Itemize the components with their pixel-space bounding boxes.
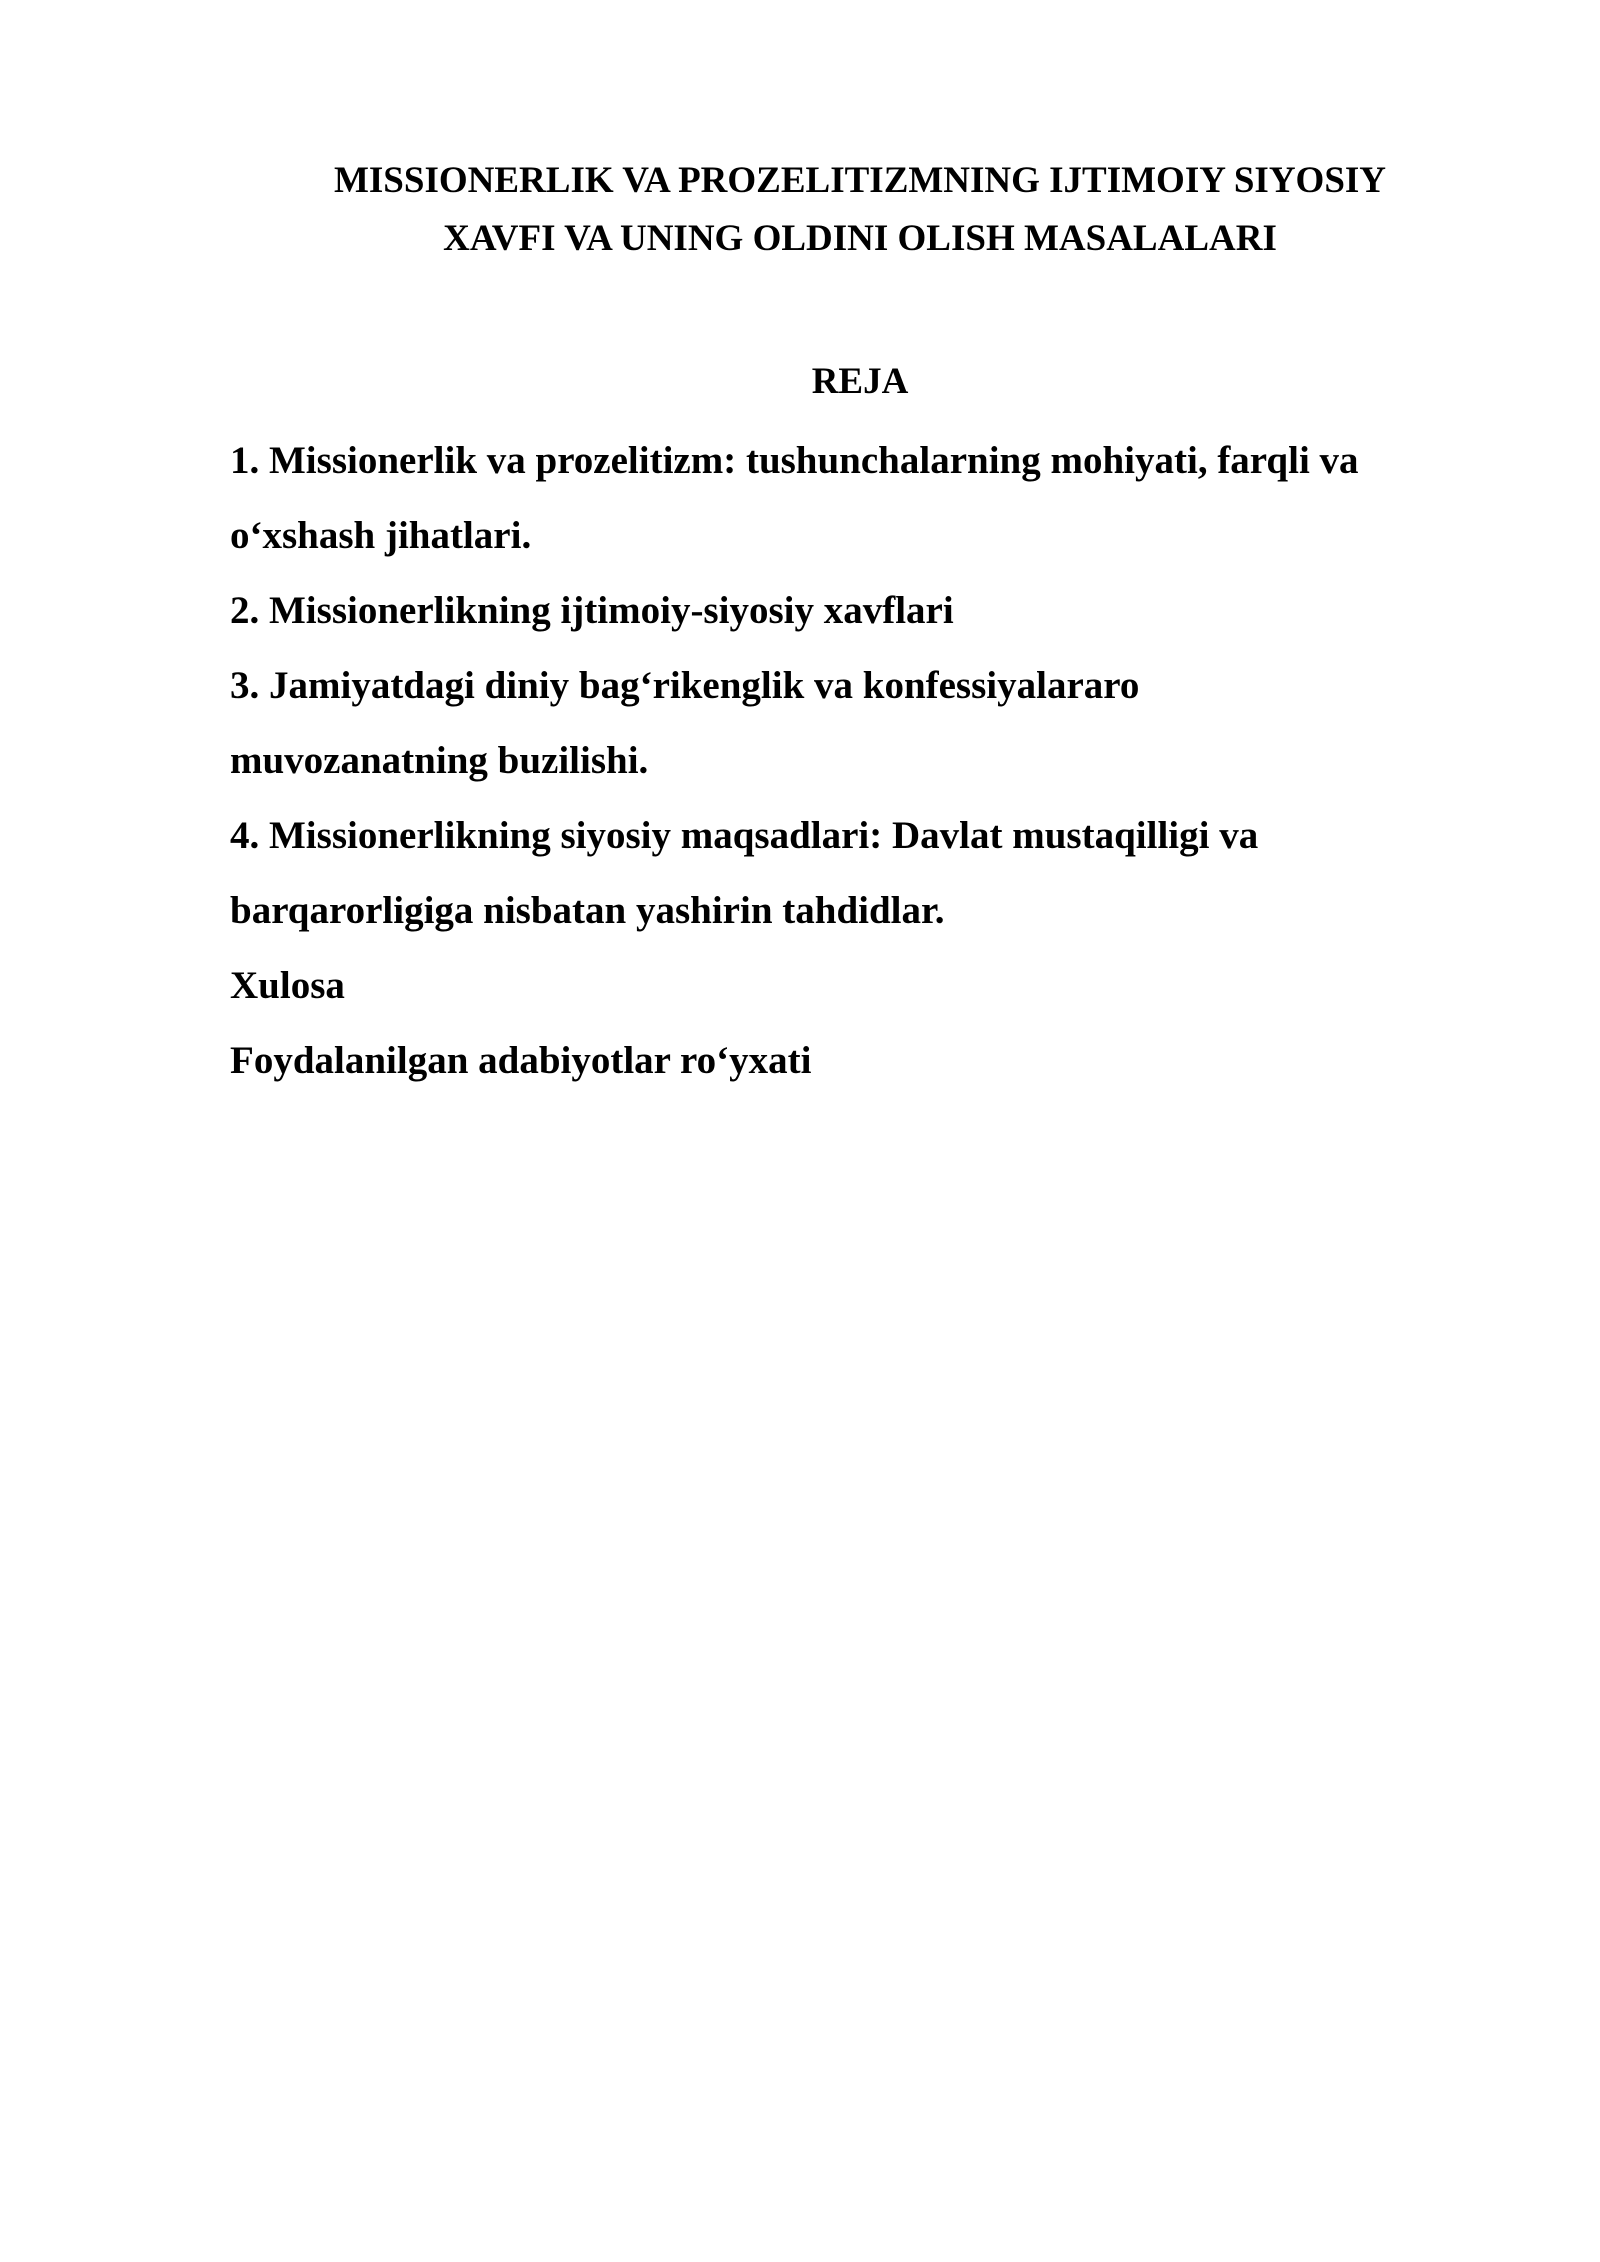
plan-item-conclusion-line: Xulosa [230, 964, 345, 1007]
plan-item-references [230, 1023, 1490, 1098]
plan-item-3 [230, 648, 1490, 798]
plan-item-4 [230, 798, 1490, 948]
plan-heading: REJA [811, 361, 909, 402]
plan-list [230, 423, 1490, 1098]
plan-item-1-line-2: o‘xshash jihatlari. [230, 514, 532, 557]
plan-item-conclusion [230, 948, 1490, 1023]
plan-item-2 [230, 573, 1490, 648]
plan-item-1-line-1: 1. Missionerlik va prozelitizm: tushunchalarning mohiyati, farqli va [230, 439, 1359, 482]
plan-item-3-line-1: 3. Jamiyatdagi diniy bag‘rikenglik va konfessiyalararo [230, 664, 1140, 707]
plan-item-3-line-2: muvozanatning buzilishi. [230, 739, 649, 782]
plan-item-4-line-1: 4. Missionerlikning siyosiy maqsadlari: Davlat mustaqilligi va [230, 814, 1259, 857]
document-title [230, 152, 1490, 268]
plan-item-references-line: Foydalanilgan adabiyotlar ro‘yxati [230, 1039, 812, 1082]
plan-item-4-line-2: barqarorligiga nisbatan yashirin tahdidlar. [230, 889, 945, 932]
document-title-line-2: XAVFI VA UNING OLDINI OLISH MASALALARI [443, 218, 1277, 259]
document-title-line-1: MISSIONERLIK VA PROZELITIZMNING IJTIMOIY SIYOSIY [333, 160, 1387, 201]
plan-item-1 [230, 423, 1490, 573]
plan-item-2-line-1: 2. Missionerlikning ijtimoiy-siyosiy xavflari [230, 589, 954, 632]
